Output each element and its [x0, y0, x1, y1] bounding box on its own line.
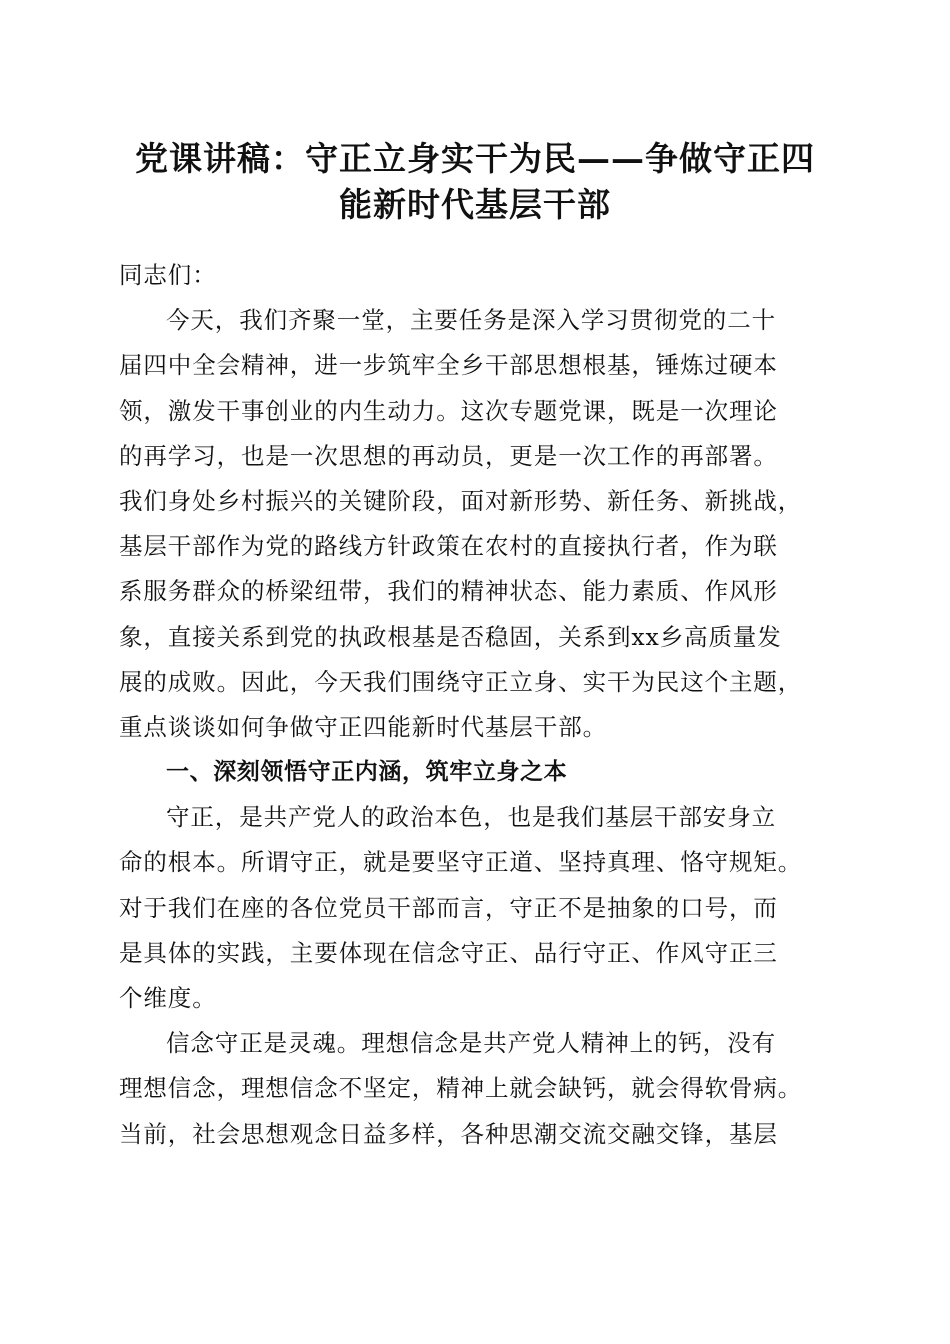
paragraph-line: 届四中全会精神，进一步筑牢全乡干部思想根基，锤炼过硬本	[119, 351, 778, 380]
paragraph-line: 对于我们在座的各位党员干部而言，守正不是抽象的口号，而	[119, 893, 778, 922]
title-line: 能新时代基层干部	[339, 185, 611, 224]
paragraph-line: 当前，社会思想观念日益多样，各种思潮交流交融交锋，基层	[119, 1119, 778, 1148]
paragraph-line: 信念守正是灵魂。理想信念是共产党人精神上的钙，没有	[166, 1029, 776, 1058]
paragraph-line: 命的根本。所谓守正，就是要坚守正道、坚持真理、恪守规矩。	[119, 848, 803, 877]
paragraph-line: 基层干部作为党的路线方针政策在农村的直接执行者，作为联	[119, 532, 778, 561]
paragraph-line: 系服务群众的桥梁纽带，我们的精神状态、能力素质、作风形	[119, 577, 778, 606]
paragraph-line: 理想信念，理想信念不坚定，精神上就会缺钙，就会得软骨病。	[119, 1074, 803, 1103]
paragraph-line: 我们身处乡村振兴的关键阶段，面对新形势、新任务、新挑战，	[119, 486, 803, 515]
salutation: 同志们：	[119, 261, 217, 289]
paragraph-line: 重点谈谈如何争做守正四能新时代基层干部。	[119, 712, 607, 741]
paragraph-line: 今天，我们齐聚一堂，主要任务是深入学习贯彻党的二十	[166, 306, 776, 335]
document-title	[100, 136, 850, 228]
title-line: 党课讲稿：守正立身实干为民——争做守正四	[135, 139, 815, 178]
paragraph-line: 是具体的实践，主要体现在信念守正、品行守正、作风守正三	[119, 938, 778, 967]
paragraph-line: 象，直接关系到党的执政根基是否稳固，关系到xx乡高质量发	[119, 622, 782, 651]
document-body	[119, 253, 831, 1157]
paragraph-line: 个维度。	[119, 984, 217, 1012]
section-heading: 一、深刻领悟守正内涵，筑牢立身之本	[166, 759, 568, 786]
paragraph-line: 守正，是共产党人的政治本色，也是我们基层干部安身立	[166, 803, 776, 832]
paragraph-line: 领，激发干事创业的内生动力。这次专题党课，既是一次理论	[119, 396, 778, 425]
paragraph-xinnian	[119, 1021, 831, 1157]
paragraph-line: 展的成败。因此，今天我们围绕守正立身、实干为民这个主题，	[119, 667, 803, 696]
paragraph-shouzheng	[119, 795, 831, 1021]
paragraph-line: 的再学习，也是一次思想的再动员，更是一次工作的再部署。	[119, 441, 778, 470]
paragraph-intro	[119, 298, 831, 750]
